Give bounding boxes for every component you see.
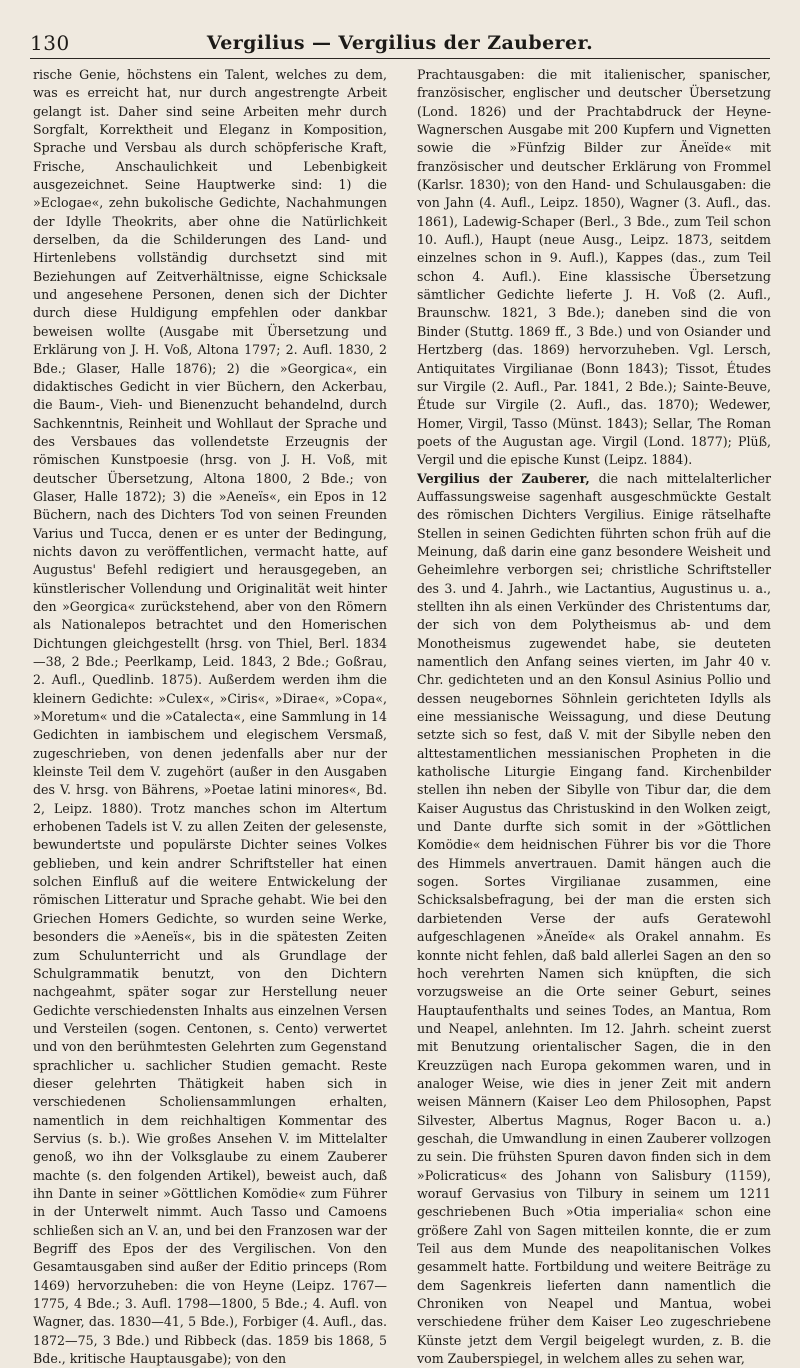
article-text-vergilius: rische Genie, höchstens ein Talent, welches zu dem, was es erreicht hat, nur durch angestrengte Arbeit gelangt ist. Daher sind seine Arbeiten mehr durch Sorgfalt, Korrektheit und Eleganz in Komposition, Sprache und Versbau als durch schöpferische Kraft, Frische, Anschaulichkeit und Lebenbigkeit ausgezeichnet. Seine Hauptwerke sind: 1) die »Eclogae«, zehn bukolische Gedichte, Nachahmungen der Idylle Theokrits, aber ohne die Natürlichkeit derselben, da die Schilderungen des Land- und Hirtenlebens vollständig durchsetzt sind mit Beziehungen auf Zeitverhältnisse, eigne Schicksale und angesehene Personen, denen sich der Dichter durch diese Huldigung empfehlen oder dankbar beweisen wollte (Ausgabe mit Übersetzung und Erklärung von J. H. Voß, Altona 1797; 2. Aufl. 1830, 2 Bde.; Glaser, Halle 1876); 2) die »Georgica«, ein didaktisches Gedicht in vier Büchern, den Ackerbau, die Baum-, Vieh- und Bienenzucht behandelnd, durch Sachkenntnis, Reinheit und Wohllaut der Sprache und des Versbaues das vollendetste Erzeugnis der römischen Kunstpoesie (hrsg. von J. H. Voß, mit deutscher Übersetzung, Altona 1800, 2 Bde.; von Glaser, Halle 1872); 3) die »Aeneïs«, ein Epos in 12 Büchern, nach des Dichters Tod von seinen Freunden Varius und Tucca, denen er es unter der Bedingung, nichts davon zu veröffentlichen, vermacht hatte, auf Augustus' Befehl redigiert und herausgegeben, an künstlerischer Vollendung und Originalität weit hinter den »Georgica« zurückstehend, aber von den Römern als Nationalepos betrachtet und den Homerischen Dichtungen gleichgestellt (hrsg. von Thiel, Berl. 1834—38, 2 Bde.; Peerlkamp, Leid. 1843, 2 Bde.; Goßrau, 2. Aufl., Quedlinb. 1875). Außerdem werden ihm die kleinern Gedichte: »Culex«, »Ciris«, »Dirae«, »Copa«, »Moretum« und die »Catalecta«, eine Sammlung in 14 Gedichten in iambischem und elegischem Versmaß, zugeschrieben, von denen jedenfalls aber nur der kleinste Teil dem V. zugehört (außer in den Ausgaben des V. hrsg. von Bährens, »Poetae latini minores«, Bd. 2, Leipz. 1880). Trotz manches schon im Altertum erhobenen Tadels ist V. zu allen Zeiten der gelesenste, bewundertste und populärste Dichter seines Volkes geblieben, und kein andrer Schriftsteller hat einen solchen Einfluß auf die weitere Entwickelung der römischen Litteratur und Sprache gehabt. Wie bei den Griechen Homers Gedichte, so wurden seine Werke, besonders die »Aeneïs«, bis in die spätesten Zeiten zum Schulunterricht und als Grundlage der Schulgrammatik benutzt, von den Dichtern nachgeahmt, später sogar zur Herstellung neuer Gedichte verschiedensten Inhalts aus einzelnen Versen und Versteilen (sogen. Centonen, s. Cento) verwertet und von den berühmtesten Gelehrten zum Gegenstand sprachlicher u. sachlicher Studien gemacht. Reste dieser gelehrten Thätigkeit haben sich in verschiedenen Scholiensammlungen erhalten, namentlich in dem reichhaltigen Kommentar des Servius (s. b.). Wie großes Ansehen V. im Mittelalter genoß, wo ihn der Volksglaube zu einem Zauberer machte (s. den folgenden Artikel), beweist auch, daß ihn Dante in seiner »Göttlichen Komödie« zum Führer in der Unterwelt nimmt. Auch Tasso und Camoens schließen sich an V. an, und bei den Franzosen war der Begriff des Epos der des Vergilischen. Von den Gesamtausgaben sind außer der Editio princeps (Rom 1469) hervorzuheben: die von Heyne (Leipz. 1767—1775, 4 Bde.; 3. Aufl. 1798—1800, 5 Bde.; 4. Aufl. von Wagner, das. 1830—41, 5 Bde.), Forbiger (4. Aufl., das. 1872—75, 3 Bde.) und Ribbeck (das. 1859 bis 1868, 5 Bde., kritische Hauptausgabe); von den [33, 67, 387, 1367]
page-header [30, 30, 770, 59]
entry-paragraph [417, 470, 771, 1368]
entry-heading: Vergilius der Zauberer, [417, 470, 590, 486]
left-column [33, 66, 387, 1368]
page-number: 130 [30, 31, 70, 55]
running-head: Vergilius — Vergilius der Zauberer. [206, 32, 594, 54]
article-text-editions: Prachtausgaben: die mit italienischer, spanischer, französischer, englischer und deutscher Übersetzung (Lond. 1826) und der Prachtabdruck der Heyne-Wagnerschen Ausgabe mit 200 Kupfern und Vignetten sowie die »Fünfzig Bilder zur Äneïde« mit französischer und deutscher Erklärung von Frommel (Karlsr. 1830); von den Hand- und Schulausgaben: die von Jahn (4. Aufl., Leipz. 1850), Wagner (3. Aufl., das. 1861), Ladewig-Schaper (Berl., 3 Bde., zum Teil schon 10. Aufl.), Haupt (neue Ausg., Leipz. 1873, seitdem einzelnes schon in 9. Aufl.), Kappes (das., zum Teil schon 4. Aufl.). Eine klassische Übersetzung sämtlicher Gedichte lieferte J. H. Voß (2. Aufl., Braunschw. 1821, 3 Bde.); daneben sind die von Binder (Stuttg. 1869 ff., 3 Bde.) und von Osiander und Hertzberg (das. 1869) hervorzuheben. Vgl. Lersch, Antiquitates Virgilianae (Bonn 1843); Tissot, Études sur Virgile (2. Aufl., Par. 1841, 2 Bde.); Sainte-Beuve, Étude sur Virgile (2. Aufl., das. 1870); Wedewer, Homer, Virgil, Tasso (Münst. 1843); Sellar, The Roman poets of the Augustan age. Virgil (Lond. 1877); Plüß, Vergil und die epische Kunst (Leipz. 1884). [417, 67, 771, 468]
entry-text: die nach mittelalterlicher Auffassungsweise sagenhaft ausgeschmückte Gestalt des römischen Dichters Vergilius. Einige rätselhafte Stellen in seinen Gedichten führten schon früh auf die Meinung, daß darin eine ganz besondere Weisheit und Geheimlehre verborgen sei; christliche Schriftsteller des 3. und 4. Jahrh., wie Lactantius, Augustinus u. a., stellten ihn als einen Verkünder des Christentums dar, der sich von dem Polytheismus ab- und dem Monotheismus zugewendet habe, sie deuteten namentlich den Anfang seines vierten, im Jahr 40 v. Chr. gedichteten und an den Konsul Asinius Pollio und dessen neugebornes Söhnlein gerichteten Idylls als eine messianische Weissagung, und diese Deutung setzte sich so fest, daß V. mit der Sibylle neben den alttestamentlichen messianischen Propheten in die katholische Liturgie Eingang fand. Kirchenbilder stellen ihn neben der Sibylle von Tibur dar, die dem Kaiser Augustus das Christuskind in den Wolken zeigt, und Dante durfte sich somit in der »Göttlichen Komödie« dem heidnischen Führer bis vor die Thore des Himmels anvertrauen. Damit hängen auch die sogen. Sortes Virgilianae zusammen, eine Schicksalsbefragung, bei der man die ersten sich darbietenden Verse der aufs Geratewohl aufgeschlagenen »Äneïde« als Orakel annahm. Es konnte nicht fehlen, daß bald allerlei Sagen an den so hoch verehrten Namen sich knüpften, die sich vorzugsweise an die Orte seiner Geburt, seines Hauptaufenthalts und seines Todes, an Mantua, Rom und Neapel, anlehnten. Im 12. Jahrh. scheint zuerst mit Benutzung orientalischer Sagen, die in den Kreuzzügen nach Europa gekommen waren, und in analoger Weise, wie dies in jener Zeit mit andern weisen Männern (Kaiser Leo dem Philosophen, Papst Silvester, Albertus Magnus, Roger Bacon u. a.) geschah, die Umwandlung in einen Zauberer vollzogen zu sein. Die frühsten Spuren davon finden sich in dem »Policraticus« des Johann von Salisbury (1159), worauf Gervasius von Tilbury in seinem um 1211 geschriebenen Buch »Otia imperialia« schon eine größere Zahl von Sagen mitteilen konnte, die er zum Teil aus dem Munde des neapolitanischen Volkes gesammelt hatte. Fortbildung und weitere Beiträge zu dem Sagenkreis lieferten dann namentlich die Chroniken von Neapel und Mantua, wobei verschiedene früher dem Kaiser Leo zugeschriebene Künste jetzt dem Vergil beigelegt wurden, z. B. die vom Zauberspiegel, in welchem alles zu sehen war, [417, 470, 771, 1367]
right-column [417, 66, 771, 1368]
